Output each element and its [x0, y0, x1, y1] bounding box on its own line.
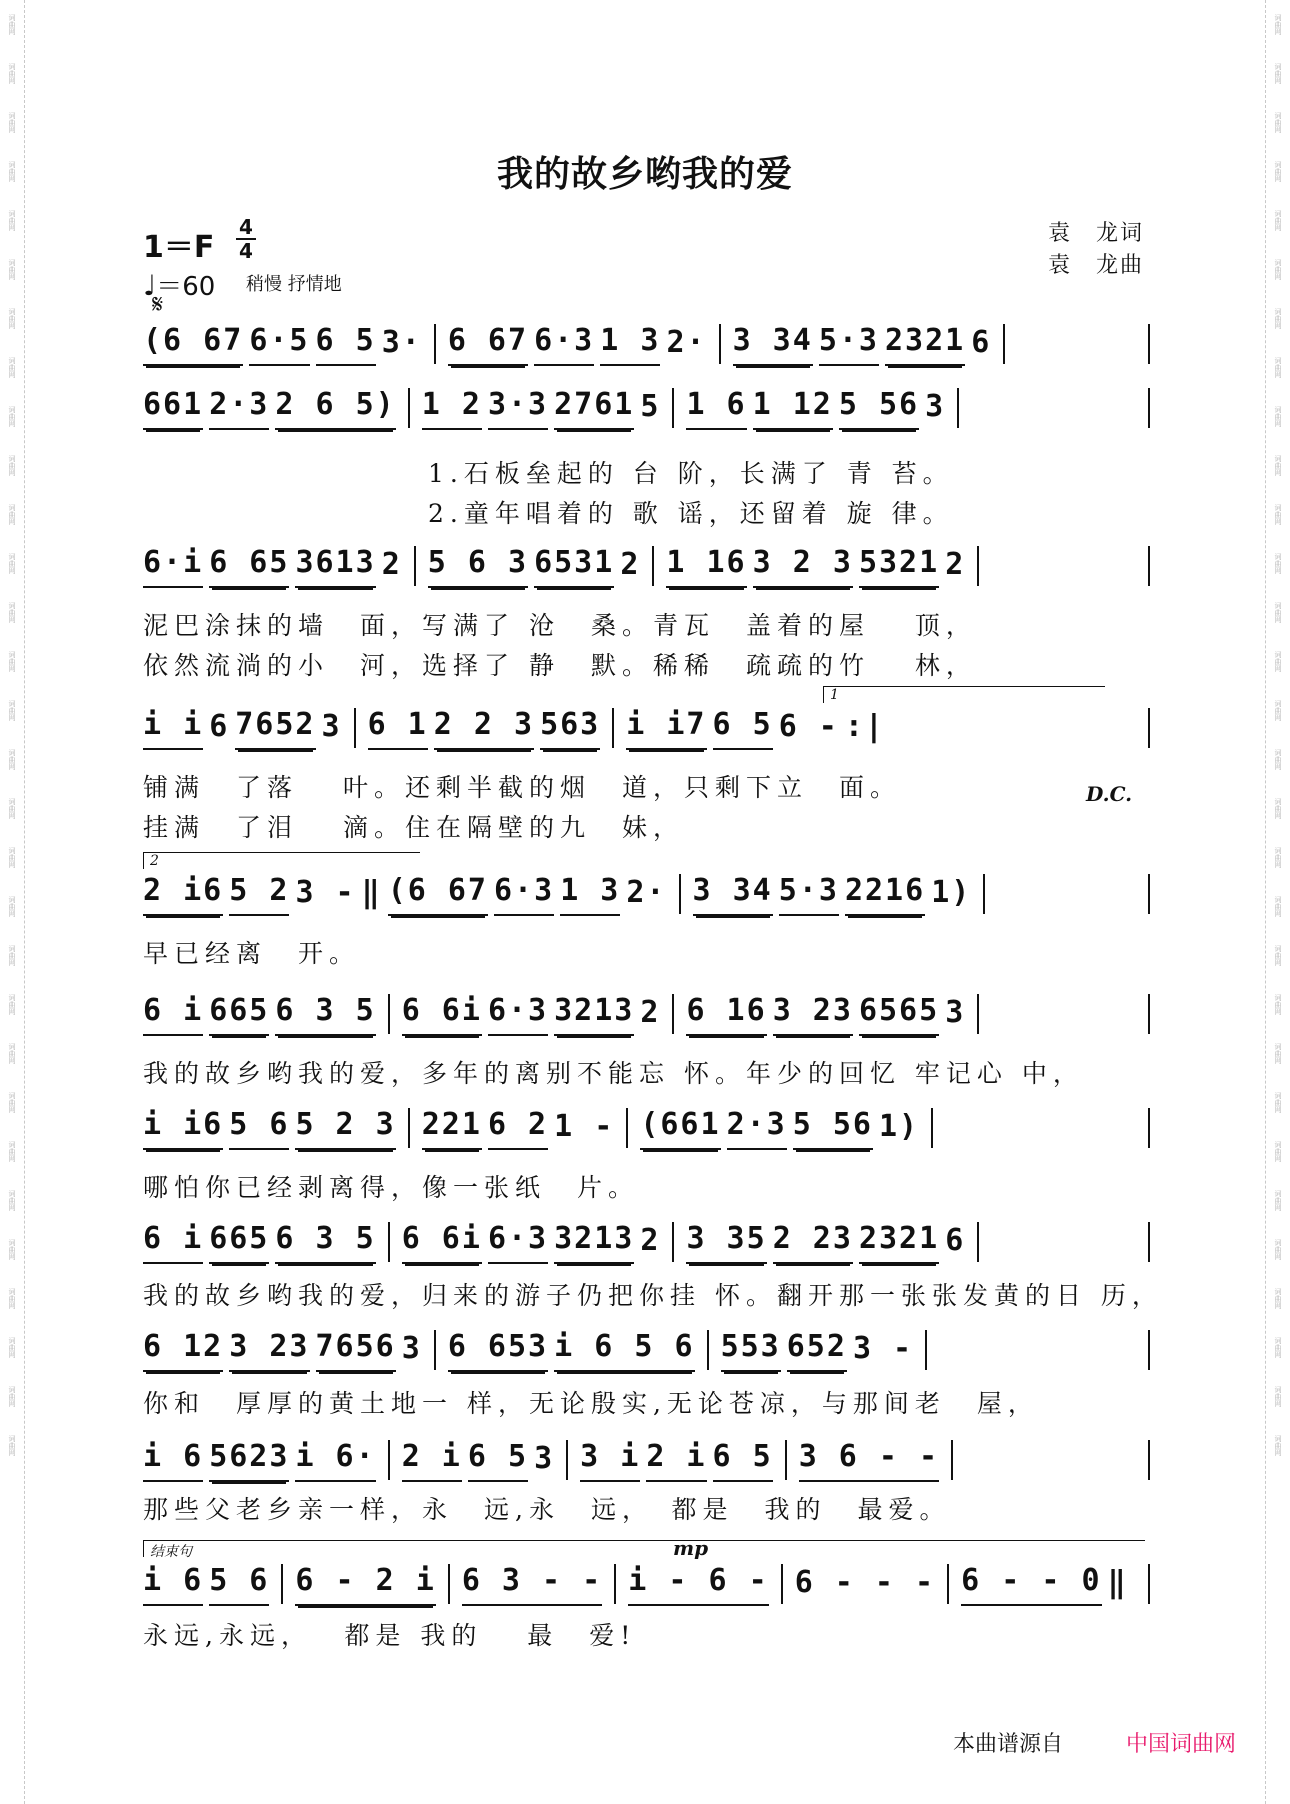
note-group: 3 [945, 995, 966, 1030]
note-group: i - 6 - [628, 1563, 768, 1606]
lyric-line: 那些父老乡亲一样，永 远,永 远， 都是 我的 最爱。 [143, 1495, 951, 1524]
note-group: (6 67 [388, 873, 488, 916]
note-group: 6·5 [249, 323, 309, 366]
barline [925, 1330, 927, 1370]
note-group: 3213 [554, 993, 634, 1036]
barline [931, 1108, 933, 1148]
barline [957, 388, 959, 428]
note-group: 6·3 [488, 1221, 548, 1264]
watermark-text: 词曲网 [8, 1092, 16, 1113]
barline [977, 1222, 979, 1262]
note-group: 5 56 [839, 387, 919, 430]
notes-line [143, 706, 885, 750]
note-group: 2 6 5) [275, 387, 395, 430]
score-row [143, 1220, 1163, 1310]
barline [612, 708, 614, 748]
watermark-text: 词曲网 [8, 63, 16, 84]
barline [408, 388, 410, 428]
note-group: 2 i [646, 1439, 706, 1482]
quarter-note-icon: ♩ [143, 269, 157, 302]
score-row [143, 322, 1150, 374]
watermark-text: 词曲网 [8, 945, 16, 966]
watermark-text: 词曲网 [8, 1043, 16, 1064]
note-group: 5 6 [229, 1107, 289, 1150]
note-group: 2321 [859, 1221, 939, 1264]
watermark-text: 词曲网 [8, 504, 16, 525]
note-group: i 6 [143, 1563, 203, 1606]
note-group: 6 5 [713, 707, 773, 750]
note-group: 5·3 [779, 873, 839, 916]
notes-line [143, 1106, 939, 1150]
watermark-text: 词曲网 [8, 455, 16, 476]
lyric-line: 泥巴涂抹的墙 面，写满了 沧 桑。青瓦 盖着的屋 顶， [143, 611, 977, 640]
note-group: 5 56 [793, 1107, 873, 1150]
note-group: 3 [925, 389, 946, 424]
note-group: 6 [209, 709, 230, 744]
note-group: 1 - [554, 1109, 615, 1144]
dynamic-marking: mp [673, 1536, 709, 1560]
note-group: 2 [640, 995, 661, 1030]
note-group: 6 6i [402, 993, 482, 1036]
note-group: 2 i6 [143, 873, 223, 916]
barline [679, 874, 681, 914]
note-group: 3 - [852, 1331, 914, 1366]
watermark-text: 词曲网 [1274, 651, 1282, 672]
watermark-text: 词曲网 [1274, 847, 1282, 868]
note-group: 6 i [143, 1221, 203, 1264]
watermark-text: 词曲网 [1274, 504, 1282, 525]
final-barline [1148, 546, 1150, 586]
watermark-text: 词曲网 [1274, 1435, 1282, 1456]
da-capo-marking: D.C. [1086, 782, 1133, 806]
note-group: 6 5 [713, 1439, 773, 1482]
watermark-text: 词曲网 [1274, 945, 1282, 966]
barline [672, 1222, 674, 1262]
note-group: i 6 [143, 1439, 203, 1482]
lyric-line: 依然流淌的小 河，选择了 静 默。稀稀 疏疏的竹 林， [143, 651, 977, 680]
note-group: i i7 [626, 707, 706, 750]
barline [719, 324, 721, 364]
score-row [143, 1438, 1150, 1524]
barline [947, 1564, 949, 1604]
note-group: 3 i [580, 1439, 640, 1482]
watermark-text: 词曲网 [8, 112, 16, 133]
lyric-line: 铺满 了落 叶。还剩半截的烟 道，只剩下立 面。 [143, 773, 901, 802]
watermark-text: 词曲网 [8, 1337, 16, 1358]
time-signature [236, 216, 256, 262]
credits [1048, 218, 1144, 282]
watermark-text: 词曲网 [8, 602, 16, 623]
score-row [143, 544, 1150, 680]
notes-line [143, 322, 1011, 366]
note-group: 6·3 [488, 993, 548, 1036]
note-group: 6 1 [368, 707, 428, 750]
double-barline: :| [844, 709, 885, 744]
watermark-text: 词曲网 [8, 357, 16, 378]
note-group: 6531 [534, 545, 614, 588]
notes-line [143, 1438, 959, 1482]
note-group: 3·3 [488, 387, 548, 430]
final-barline [1148, 1440, 1150, 1480]
note-group: 652 [787, 1329, 847, 1372]
double-barline: ‖ [361, 875, 382, 910]
note-group: 5·3 [819, 323, 879, 366]
note-group: 2 i [402, 1439, 462, 1482]
note-group: 3 23 [229, 1329, 309, 1372]
barline [388, 1440, 390, 1480]
barline [1003, 324, 1005, 364]
watermark-text: 词曲网 [1274, 1288, 1282, 1309]
note-group: 2 23 [773, 1221, 853, 1264]
note-group: 2216 [845, 873, 925, 916]
note-group: 3213 [554, 1221, 634, 1264]
note-group: 3 35 [686, 1221, 766, 1264]
lyric-line: 哪怕你已经剥离得，像一张纸 片。 [143, 1173, 640, 1202]
notes-line [143, 1562, 1128, 1606]
score-row [143, 853, 1150, 968]
note-group: 6 653 [448, 1329, 548, 1372]
note-group: 6 2 [488, 1107, 548, 1150]
watermark-text: 词曲网 [1274, 259, 1282, 280]
watermark-text: 词曲网 [8, 798, 16, 819]
note-group: 5 2 [229, 873, 289, 916]
note-group: 2· [626, 875, 667, 910]
note-group: 2 2 3 [434, 707, 534, 750]
note-group: 2·3 [209, 387, 269, 430]
watermark-text: 词曲网 [8, 896, 16, 917]
lyric-line: 我的故乡哟我的爱，多年的离别不能忘 怀。年少的回忆 牢记心 中， [143, 1059, 1084, 1088]
note-group: 6 16 [686, 993, 766, 1036]
note-group: 3 23 [773, 993, 853, 1036]
note-group: 3 34 [733, 323, 813, 366]
note-group: 5623 [209, 1439, 289, 1482]
note-group: 5 6 [209, 1563, 269, 1606]
watermark-text: 词曲网 [8, 161, 16, 182]
barline [434, 324, 436, 364]
note-group: 1 16 [666, 545, 746, 588]
note-group: 3 - [295, 875, 356, 910]
watermark-text: 词曲网 [1274, 1239, 1282, 1260]
note-group: 1 3 [560, 873, 620, 916]
notes-line [143, 386, 965, 430]
note-group: 6 i [143, 993, 203, 1036]
note-group: 6 3 - - [462, 1563, 602, 1606]
barline [566, 1440, 568, 1480]
watermark-text: 词曲网 [8, 1386, 16, 1407]
score-row [143, 1536, 1150, 1650]
notes-line [143, 872, 991, 916]
watermark-text: 词曲网 [1274, 994, 1282, 1015]
volta-bracket: 结束句 [143, 1540, 1145, 1557]
barline [781, 1564, 783, 1604]
note-group: 2·3 [727, 1107, 787, 1150]
note-group: 6 [971, 325, 992, 360]
watermark-text: 词曲网 [8, 1141, 16, 1162]
watermark-text: 词曲网 [8, 1288, 16, 1309]
note-group: 5 6 3 [428, 545, 528, 588]
final-barline [1148, 994, 1150, 1034]
note-group: 3· [381, 325, 422, 360]
note-group: i i [143, 707, 203, 750]
watermark-text: 词曲网 [1274, 1337, 1282, 1358]
song-title: 我的故乡哟我的爱 [496, 153, 793, 195]
note-group: 3 [321, 709, 342, 744]
barline [614, 1564, 616, 1604]
note-group: 5 [640, 389, 661, 424]
note-group: 5321 [859, 545, 939, 588]
barline [983, 874, 985, 914]
lyric-line: 你和 厚厚的黄土地一 样，无论殷实,无论苍凉，与那间老 屋， [143, 1389, 1039, 1418]
note-group: 2 [640, 1223, 661, 1258]
watermark-text: 词曲网 [8, 651, 16, 672]
note-group: 661 [143, 387, 203, 430]
final-barline [1148, 1330, 1150, 1370]
note-group: 3 34 [693, 873, 773, 916]
note-group: (661 [640, 1107, 720, 1150]
note-group: 2 [381, 547, 402, 582]
watermark-text: 词曲网 [1274, 749, 1282, 770]
note-group: 7656 [316, 1329, 396, 1372]
barline [434, 1330, 436, 1370]
expression-marking: 稍慢 抒情地 [246, 274, 342, 295]
note-group: 6 3 5 [275, 993, 375, 1036]
watermark-text: 词曲网 [1274, 455, 1282, 476]
watermark-text: 词曲网 [1274, 896, 1282, 917]
note-group: 665 [209, 993, 269, 1036]
lyric-line: 永远,永远， 都是 我的 最 爱! [143, 1621, 637, 1650]
final-barline [1148, 1222, 1150, 1262]
final-barline [1148, 874, 1150, 914]
note-group: 1 3 [600, 323, 660, 366]
note-group: 1) [879, 1109, 920, 1144]
barline [354, 708, 356, 748]
watermark-text: 词曲网 [1274, 1092, 1282, 1113]
note-group: 3 2 3 [753, 545, 853, 588]
notes-line [143, 992, 985, 1036]
note-group: 1) [931, 875, 972, 910]
note-group: 553 [721, 1329, 781, 1372]
note-group: 6 - [778, 709, 839, 744]
watermark-text: 词曲网 [1274, 1043, 1282, 1064]
barline [977, 546, 979, 586]
key-signature: 1＝F [143, 230, 215, 265]
note-group: 1 12 [753, 387, 833, 430]
watermark-text: 词曲网 [8, 1239, 16, 1260]
watermark-text: 词曲网 [8, 1190, 16, 1211]
watermark-text: 词曲网 [8, 847, 16, 868]
barline [785, 1440, 787, 1480]
final-barline [1148, 324, 1150, 364]
watermark-text: 词曲网 [1274, 112, 1282, 133]
left-watermark-strip [0, 0, 25, 1804]
watermark-text: 词曲网 [8, 1435, 16, 1456]
barline [672, 994, 674, 1034]
note-group: 6 - - - [794, 1565, 936, 1600]
lyric-line: 挂满 了泪 滴。住在隔壁的九 妹， [143, 813, 684, 842]
note-group: 3613 [295, 545, 375, 588]
watermark-text: 词曲网 [1274, 210, 1282, 231]
lyric-line: 我的故乡哟我的爱，归来的游子仍把你挂 怀。翻开那一张张发黄的日 历， [143, 1281, 1163, 1310]
barline [707, 1330, 709, 1370]
barline [951, 1440, 953, 1480]
lyric-line: 2.童年唱着的 歌 谣，还留着 旋 律。 [428, 499, 954, 528]
note-group: 3 6 - - [799, 1439, 939, 1482]
time-signature-bottom: 4 [239, 239, 253, 263]
barline [281, 1564, 283, 1604]
watermark-text: 词曲网 [1274, 602, 1282, 623]
note-group: 563 [540, 707, 600, 750]
score-row [143, 1328, 1150, 1418]
note-group: 2 [945, 547, 966, 582]
watermark-text: 词曲网 [1274, 406, 1282, 427]
volta-bracket: 1 [823, 686, 1105, 703]
note-group: 6 65 [209, 545, 289, 588]
barline [408, 1108, 410, 1148]
note-group: 2321 [885, 323, 965, 366]
tempo-value: ＝60 [156, 272, 216, 302]
segno-icon: 𝄋 [152, 290, 164, 320]
final-barline [1148, 388, 1150, 428]
note-group: i 6· [295, 1439, 375, 1482]
watermark-text: 词曲网 [1274, 308, 1282, 329]
note-group: 6·3 [494, 873, 554, 916]
lyricist-credit: 袁 龙词 [1047, 221, 1144, 246]
watermark-text: 词曲网 [1274, 357, 1282, 378]
watermark-text: 词曲网 [8, 308, 16, 329]
right-watermark-strip [1265, 0, 1290, 1804]
note-group: 2761 [554, 387, 634, 430]
score-row [143, 386, 1150, 528]
watermark-text: 词曲网 [1274, 63, 1282, 84]
watermark-text: 词曲网 [1274, 553, 1282, 574]
watermark-text: 词曲网 [1274, 1386, 1282, 1407]
watermark-text: 词曲网 [1274, 1141, 1282, 1162]
watermark-text: 词曲网 [1274, 14, 1282, 35]
watermark-text: 词曲网 [8, 700, 16, 721]
note-group: 665 [209, 1221, 269, 1264]
note-group: 1 2 [422, 387, 482, 430]
lyric-line: 早已经离 开。 [143, 939, 361, 968]
note-group: 6 5 [468, 1439, 528, 1482]
watermark-text: 词曲网 [8, 749, 16, 770]
note-group: 6 12 [143, 1329, 223, 1372]
watermark-text: 词曲网 [1274, 1190, 1282, 1211]
barline [626, 1108, 628, 1148]
score-row [143, 1106, 1150, 1202]
final-barline [1148, 1108, 1150, 1148]
note-group: 6 3 5 [275, 1221, 375, 1264]
watermark-text: 词曲网 [8, 259, 16, 280]
double-barline: ‖ [1107, 1565, 1128, 1600]
note-group: 6·i [143, 545, 203, 588]
barline [652, 546, 654, 586]
watermark-text: 词曲网 [1274, 798, 1282, 819]
score-row [143, 687, 1150, 842]
footer-site-name: 中国词曲网 [1126, 1732, 1237, 1757]
note-group: 221 [422, 1107, 482, 1150]
note-group: 6565 [859, 993, 939, 1036]
note-group: 7652 [235, 707, 315, 750]
notes-line [143, 544, 985, 588]
watermark-text: 词曲网 [1274, 161, 1282, 182]
score-row [143, 992, 1150, 1088]
notes-line [143, 1220, 985, 1264]
composer-credit: 袁 龙曲 [1047, 253, 1144, 278]
time-signature-top: 4 [239, 215, 253, 239]
watermark-text: 词曲网 [8, 14, 16, 35]
note-group: i i6 [143, 1107, 223, 1150]
final-barline [1148, 708, 1150, 748]
barline [388, 1222, 390, 1262]
note-group: 6 - 2 i [295, 1563, 435, 1606]
volta-bracket: 2 [143, 852, 420, 869]
watermark-text: 词曲网 [8, 553, 16, 574]
lyric-line: 1.石板垒起的 台 阶，长满了 青 苔。 [428, 459, 954, 488]
note-group: 6·3 [534, 323, 594, 366]
barline [448, 1564, 450, 1604]
notes-line [143, 1328, 933, 1372]
watermark-text: 词曲网 [8, 406, 16, 427]
note-group: 3 [401, 1331, 422, 1366]
note-group: 2· [666, 325, 707, 360]
barline [414, 546, 416, 586]
watermark-text: 词曲网 [8, 994, 16, 1015]
note-group: 3 [534, 1441, 555, 1476]
note-group: 6 67 [448, 323, 528, 366]
note-group: 6 5 [316, 323, 376, 366]
final-barline [1148, 1564, 1150, 1604]
barline [977, 994, 979, 1034]
watermark-text: 词曲网 [8, 210, 16, 231]
barline [672, 388, 674, 428]
watermark-text: 词曲网 [1274, 700, 1282, 721]
barline [388, 994, 390, 1034]
footer-source-label: 本曲谱源自 [953, 1732, 1064, 1757]
note-group: 2 [620, 547, 641, 582]
note-group: 6 - - 0 [961, 1563, 1101, 1606]
note-group: 5 2 3 [295, 1107, 395, 1150]
note-group: i 6 5 6 [554, 1329, 694, 1372]
note-group: (6 67 [143, 323, 243, 366]
note-group: 6 6i [402, 1221, 482, 1264]
note-group: 1 6 [686, 387, 746, 430]
note-group: 6 [945, 1223, 966, 1258]
